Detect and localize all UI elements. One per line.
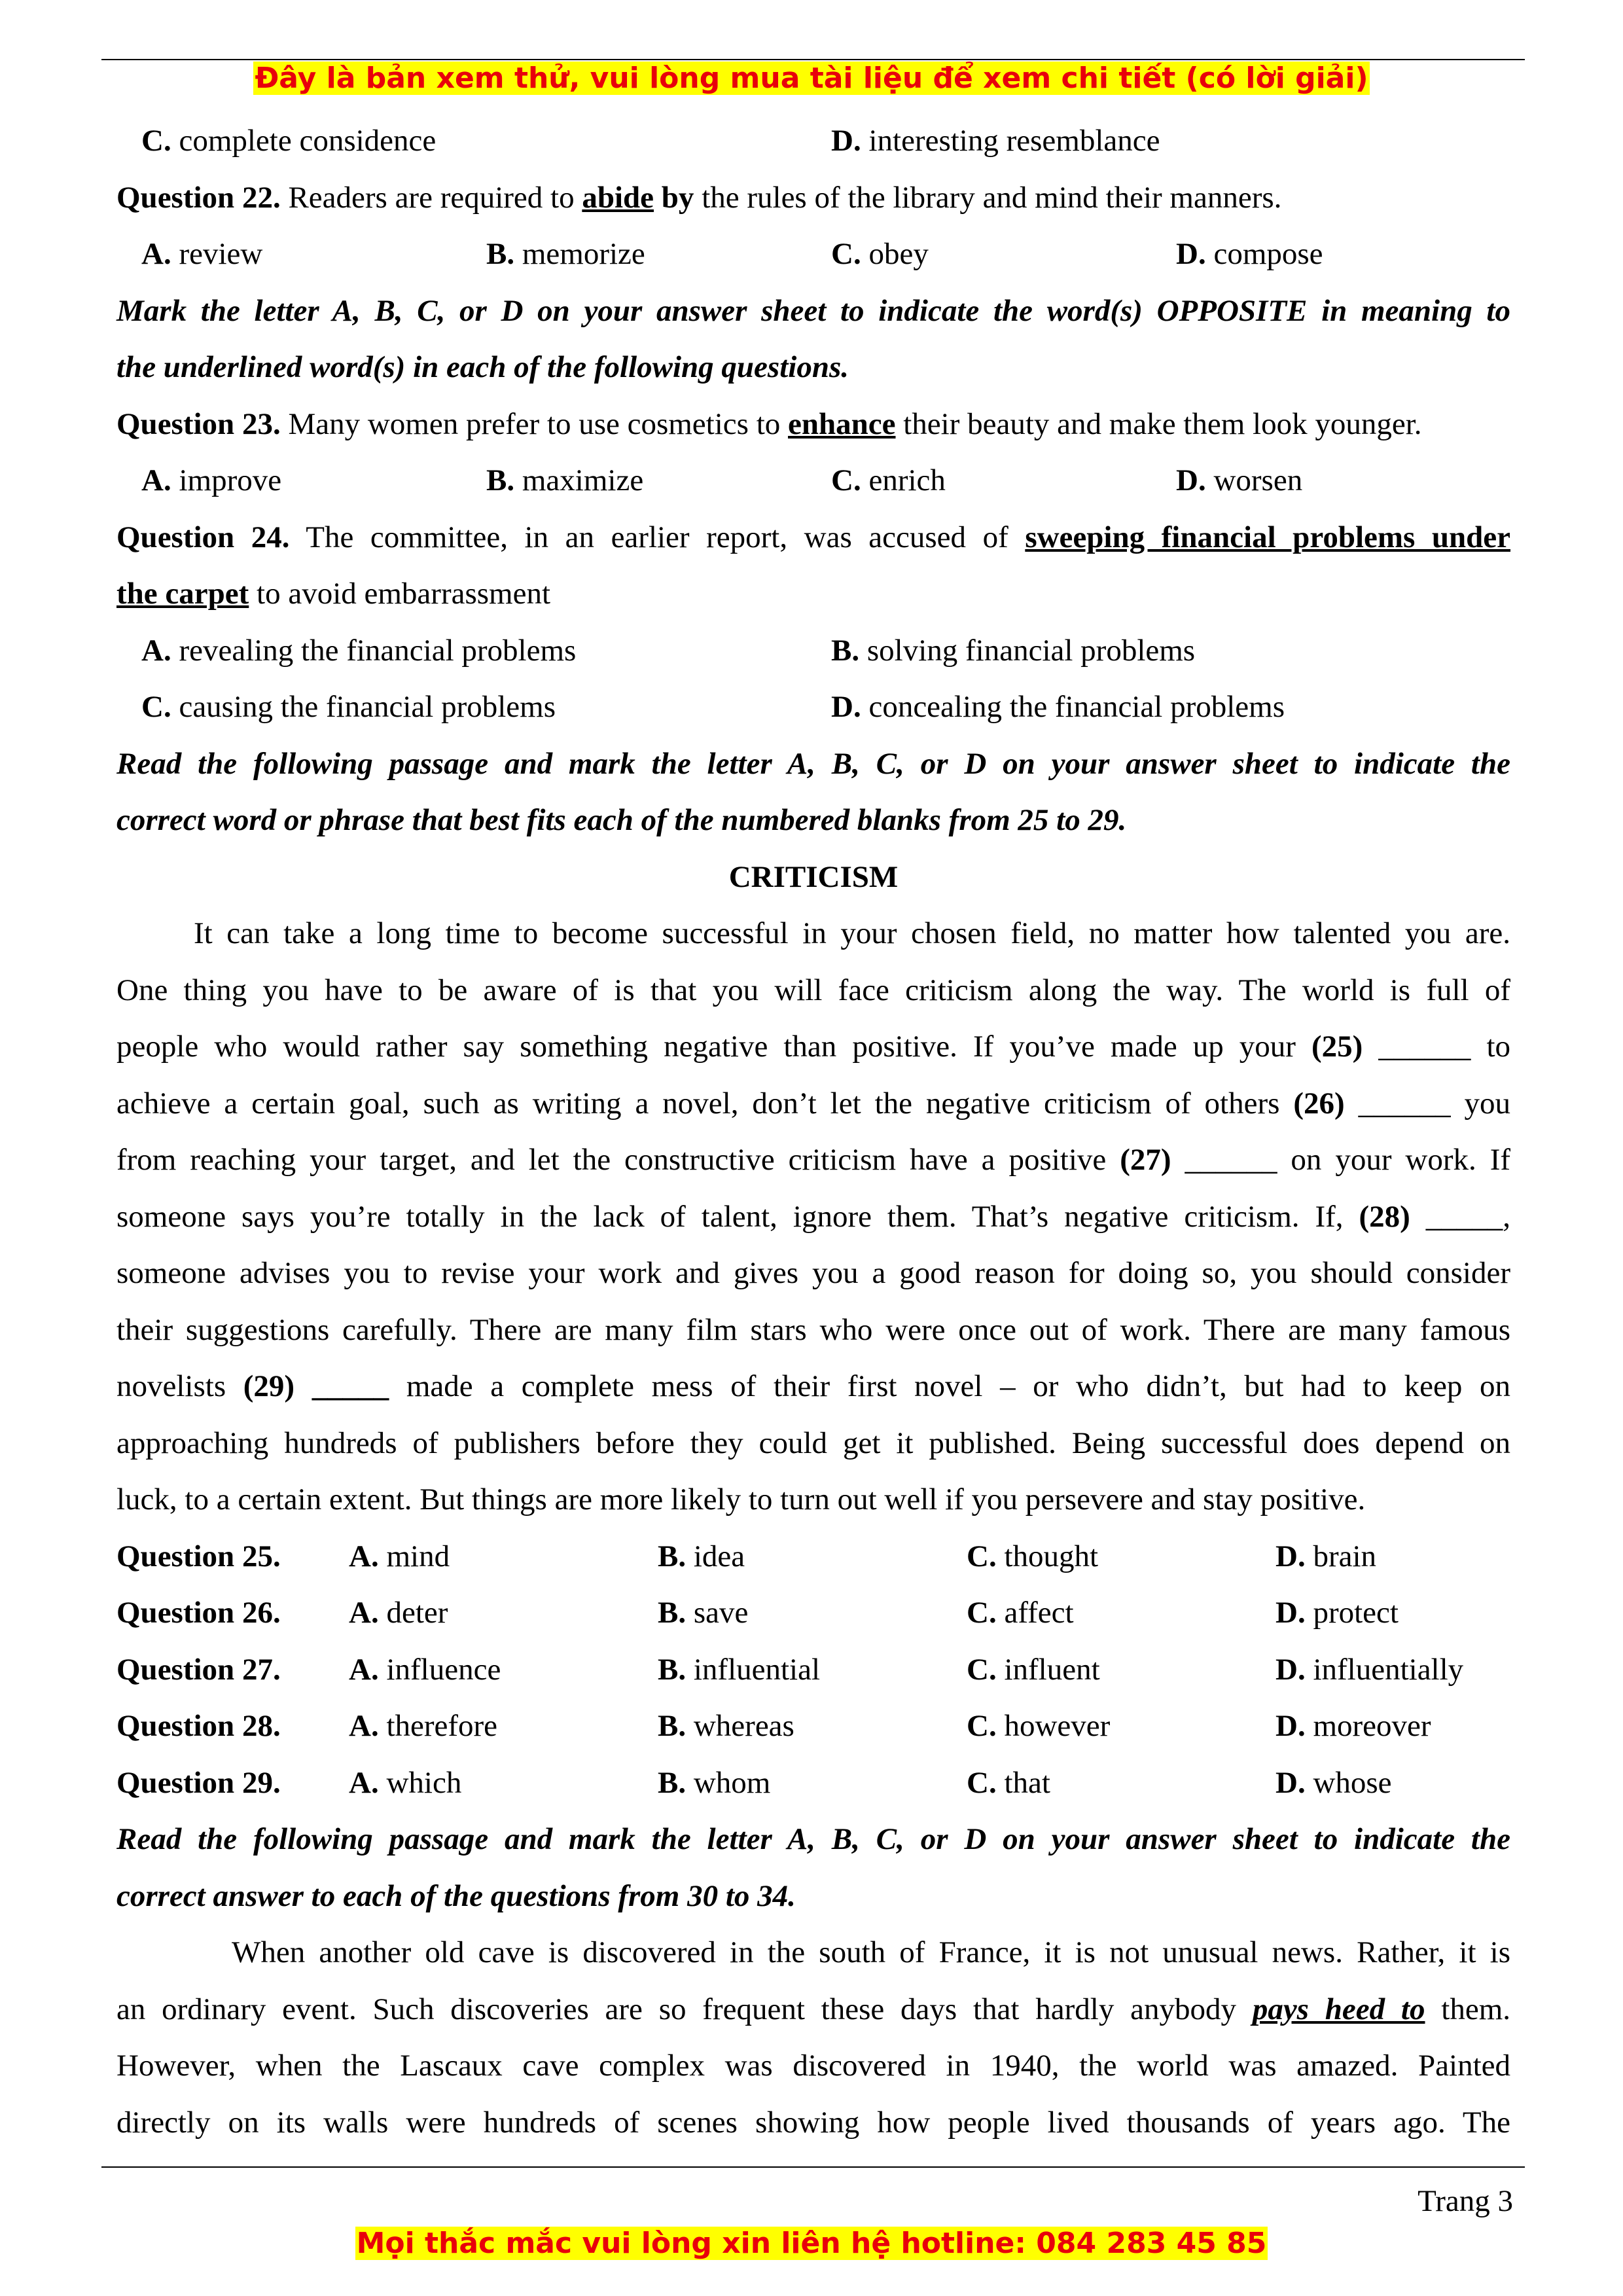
option-c: C. that xyxy=(967,1765,1050,1800)
bottom-rule xyxy=(101,2166,1525,2168)
instruction-cloze-line2: correct word or phrase that best fits each of the numbered blanks from 25 to 29. xyxy=(116,803,1127,837)
option-b: B. idea xyxy=(658,1539,745,1573)
passage1-line: someone says you’re totally in the lack of talent, ignore them. That’s negative criticism. If, (28) _____, xyxy=(116,1199,1510,1234)
footer-banner: Mọi thắc mắc vui lòng xin liên hệ hotline: 084 283 45 85 xyxy=(356,2227,1267,2260)
cloze-question-25: Question 25. A. mind B. idea C. thought D. brain xyxy=(116,1528,1510,1585)
option-d: D. moreover xyxy=(1275,1709,1431,1743)
passage1-line: luck, to a certain extent. But things are more likely to turn out well if you persevere and stay positive. xyxy=(116,1482,1366,1516)
passage1-line: novelists (29) _____ made a complete mess of their first novel – or who didn’t, but had to keep on xyxy=(116,1369,1510,1403)
passage1-line: It can take a long time to become successful in your chosen field, no matter how talented you are. xyxy=(194,916,1510,950)
option-b: B. influential xyxy=(658,1652,821,1687)
passage2-line: directly on its walls were hundreds of scenes showing how people lived thousands of years ago. The xyxy=(116,2105,1510,2140)
question-24-line2: the carpet to avoid embarrassment xyxy=(116,577,551,611)
option-a: A. improve xyxy=(141,463,282,497)
option-b: B. solving financial problems xyxy=(831,633,1196,668)
option-c: C. affect xyxy=(967,1596,1074,1630)
option-a: A. influence xyxy=(349,1652,501,1687)
option-c: C. influent xyxy=(967,1652,1100,1687)
option-d: D. whose xyxy=(1275,1765,1392,1800)
instruction-cloze-line1: Read the following passage and mark the letter A, B, C, or D on your answer sheet to indicate the xyxy=(116,746,1510,781)
option-d: D. compose xyxy=(1176,237,1323,271)
instruction-opposite-line2: the underlined word(s) in each of the following questions. xyxy=(116,350,849,384)
instruction-opposite-line1: Mark the letter A, B, C, or D on your answer sheet to indicate the word(s) OPPOSITE in meaning to xyxy=(116,293,1510,328)
option-c: C. enrich xyxy=(831,463,946,497)
q21-options-tail xyxy=(116,113,1510,170)
q22-options xyxy=(116,226,1510,283)
page-number: Trang 3 xyxy=(1418,2184,1513,2218)
option-b: B. whereas xyxy=(658,1709,794,1743)
option-c: C. however xyxy=(967,1709,1111,1743)
option-c: C. causing the financial problems xyxy=(141,690,556,724)
passage1-line: from reaching your target, and let the constructive criticism have a positive (27) ______ on your work. If xyxy=(116,1143,1510,1177)
option-a: A. mind xyxy=(349,1539,450,1573)
question-23: Question 23. Many women prefer to use cosmetics to enhance their beauty and make them look younger. xyxy=(116,406,1422,441)
option-a: A. revealing the financial problems xyxy=(141,633,577,668)
passage1-line: people who would rather say something negative than positive. If you’ve made up your (25) ______ to xyxy=(116,1030,1511,1064)
cloze-question-29: Question 29. A. which B. whom C. that D. whose xyxy=(116,1755,1510,1812)
instruction-reading-line1: Read the following passage and mark the letter A, B, C, or D on your answer sheet to indicate the xyxy=(116,1822,1510,1856)
q24-options-row2 xyxy=(116,679,1510,736)
underlined-phrase: pays heed to xyxy=(1252,1992,1425,2026)
option-d: D. worsen xyxy=(1176,463,1303,497)
option-a: A. review xyxy=(141,237,263,271)
cloze-question-27: Question 27. A. influence B. influential C. influent D. influentially xyxy=(116,1641,1510,1698)
option-d: D. protect xyxy=(1275,1596,1399,1630)
passage2-line: an ordinary event. Such discoveries are so frequent these days that hardly anybody pays heed to them. xyxy=(116,1992,1511,2026)
cloze-question-28: Question 28. A. therefore B. whereas C. however D. moreover xyxy=(116,1698,1510,1755)
blank-28: (28) xyxy=(1359,1199,1410,1234)
question-22: Question 22. Readers are required to abide by the rules of the library and mind their manners. xyxy=(116,180,1282,215)
passage1-line: achieve a certain goal, such as writing a novel, don’t let the negative criticism of others (26) ______ you xyxy=(116,1086,1511,1121)
option-d: D. interesting resemblance xyxy=(831,124,1160,158)
option-b: B. whom xyxy=(658,1765,771,1800)
option-d: D. brain xyxy=(1275,1539,1377,1573)
option-d: D. influentially xyxy=(1275,1652,1464,1687)
blank-29: (29) xyxy=(243,1369,295,1403)
cloze-question-26: Question 26. A. deter B. save C. affect D. protect xyxy=(116,1585,1510,1641)
option-a: A. therefore xyxy=(349,1709,498,1743)
question-24-line1: Question 24. The committee, in an earlier report, was accused of sweeping financial problems under xyxy=(116,520,1511,554)
header-banner: Đây là bản xem thử, vui lòng mua tài liệu để xem chi tiết (có lời giải) xyxy=(255,62,1368,95)
passage2-line: However, when the Lascaux cave complex was discovered in 1940, the world was amazed. Painted xyxy=(116,2049,1510,2083)
passage-title: CRITICISM xyxy=(728,859,899,894)
blank-27: (27) xyxy=(1120,1143,1171,1177)
option-a: A. deter xyxy=(349,1596,448,1630)
q23-options xyxy=(116,452,1510,509)
option-b: B. save xyxy=(658,1596,749,1630)
passage1-line: their suggestions carefully. There are many film stars who were once out of work. There are many famous xyxy=(116,1312,1510,1347)
option-a: A. which xyxy=(349,1765,462,1800)
option-c: C. complete considence xyxy=(141,124,437,158)
option-c: C. thought xyxy=(967,1539,1099,1573)
passage1-line: approaching hundreds of publishers before they could get it published. Being successful does depend on xyxy=(116,1426,1510,1460)
passage1-line: someone advises you to revise your work and gives you a good reason for doing so, you should consider xyxy=(116,1256,1510,1290)
passage2-line: When another old cave is discovered in the south of France, it is not unusual news. Rather, it is xyxy=(232,1935,1510,1969)
option-b: B. memorize xyxy=(486,237,645,271)
option-d: D. concealing the financial problems xyxy=(831,690,1285,724)
instruction-reading-line2: correct answer to each of the questions from 30 to 34. xyxy=(116,1878,796,1913)
blank-25: (25) xyxy=(1311,1030,1363,1064)
q24-options-row1 xyxy=(116,622,1510,679)
blank-26: (26) xyxy=(1293,1086,1345,1121)
passage1-line: One thing you have to be aware of is that you will face criticism along the way. The world is full of xyxy=(116,973,1510,1007)
option-c: C. obey xyxy=(831,237,929,271)
option-b: B. maximize xyxy=(486,463,644,497)
page-content xyxy=(116,113,1510,2151)
